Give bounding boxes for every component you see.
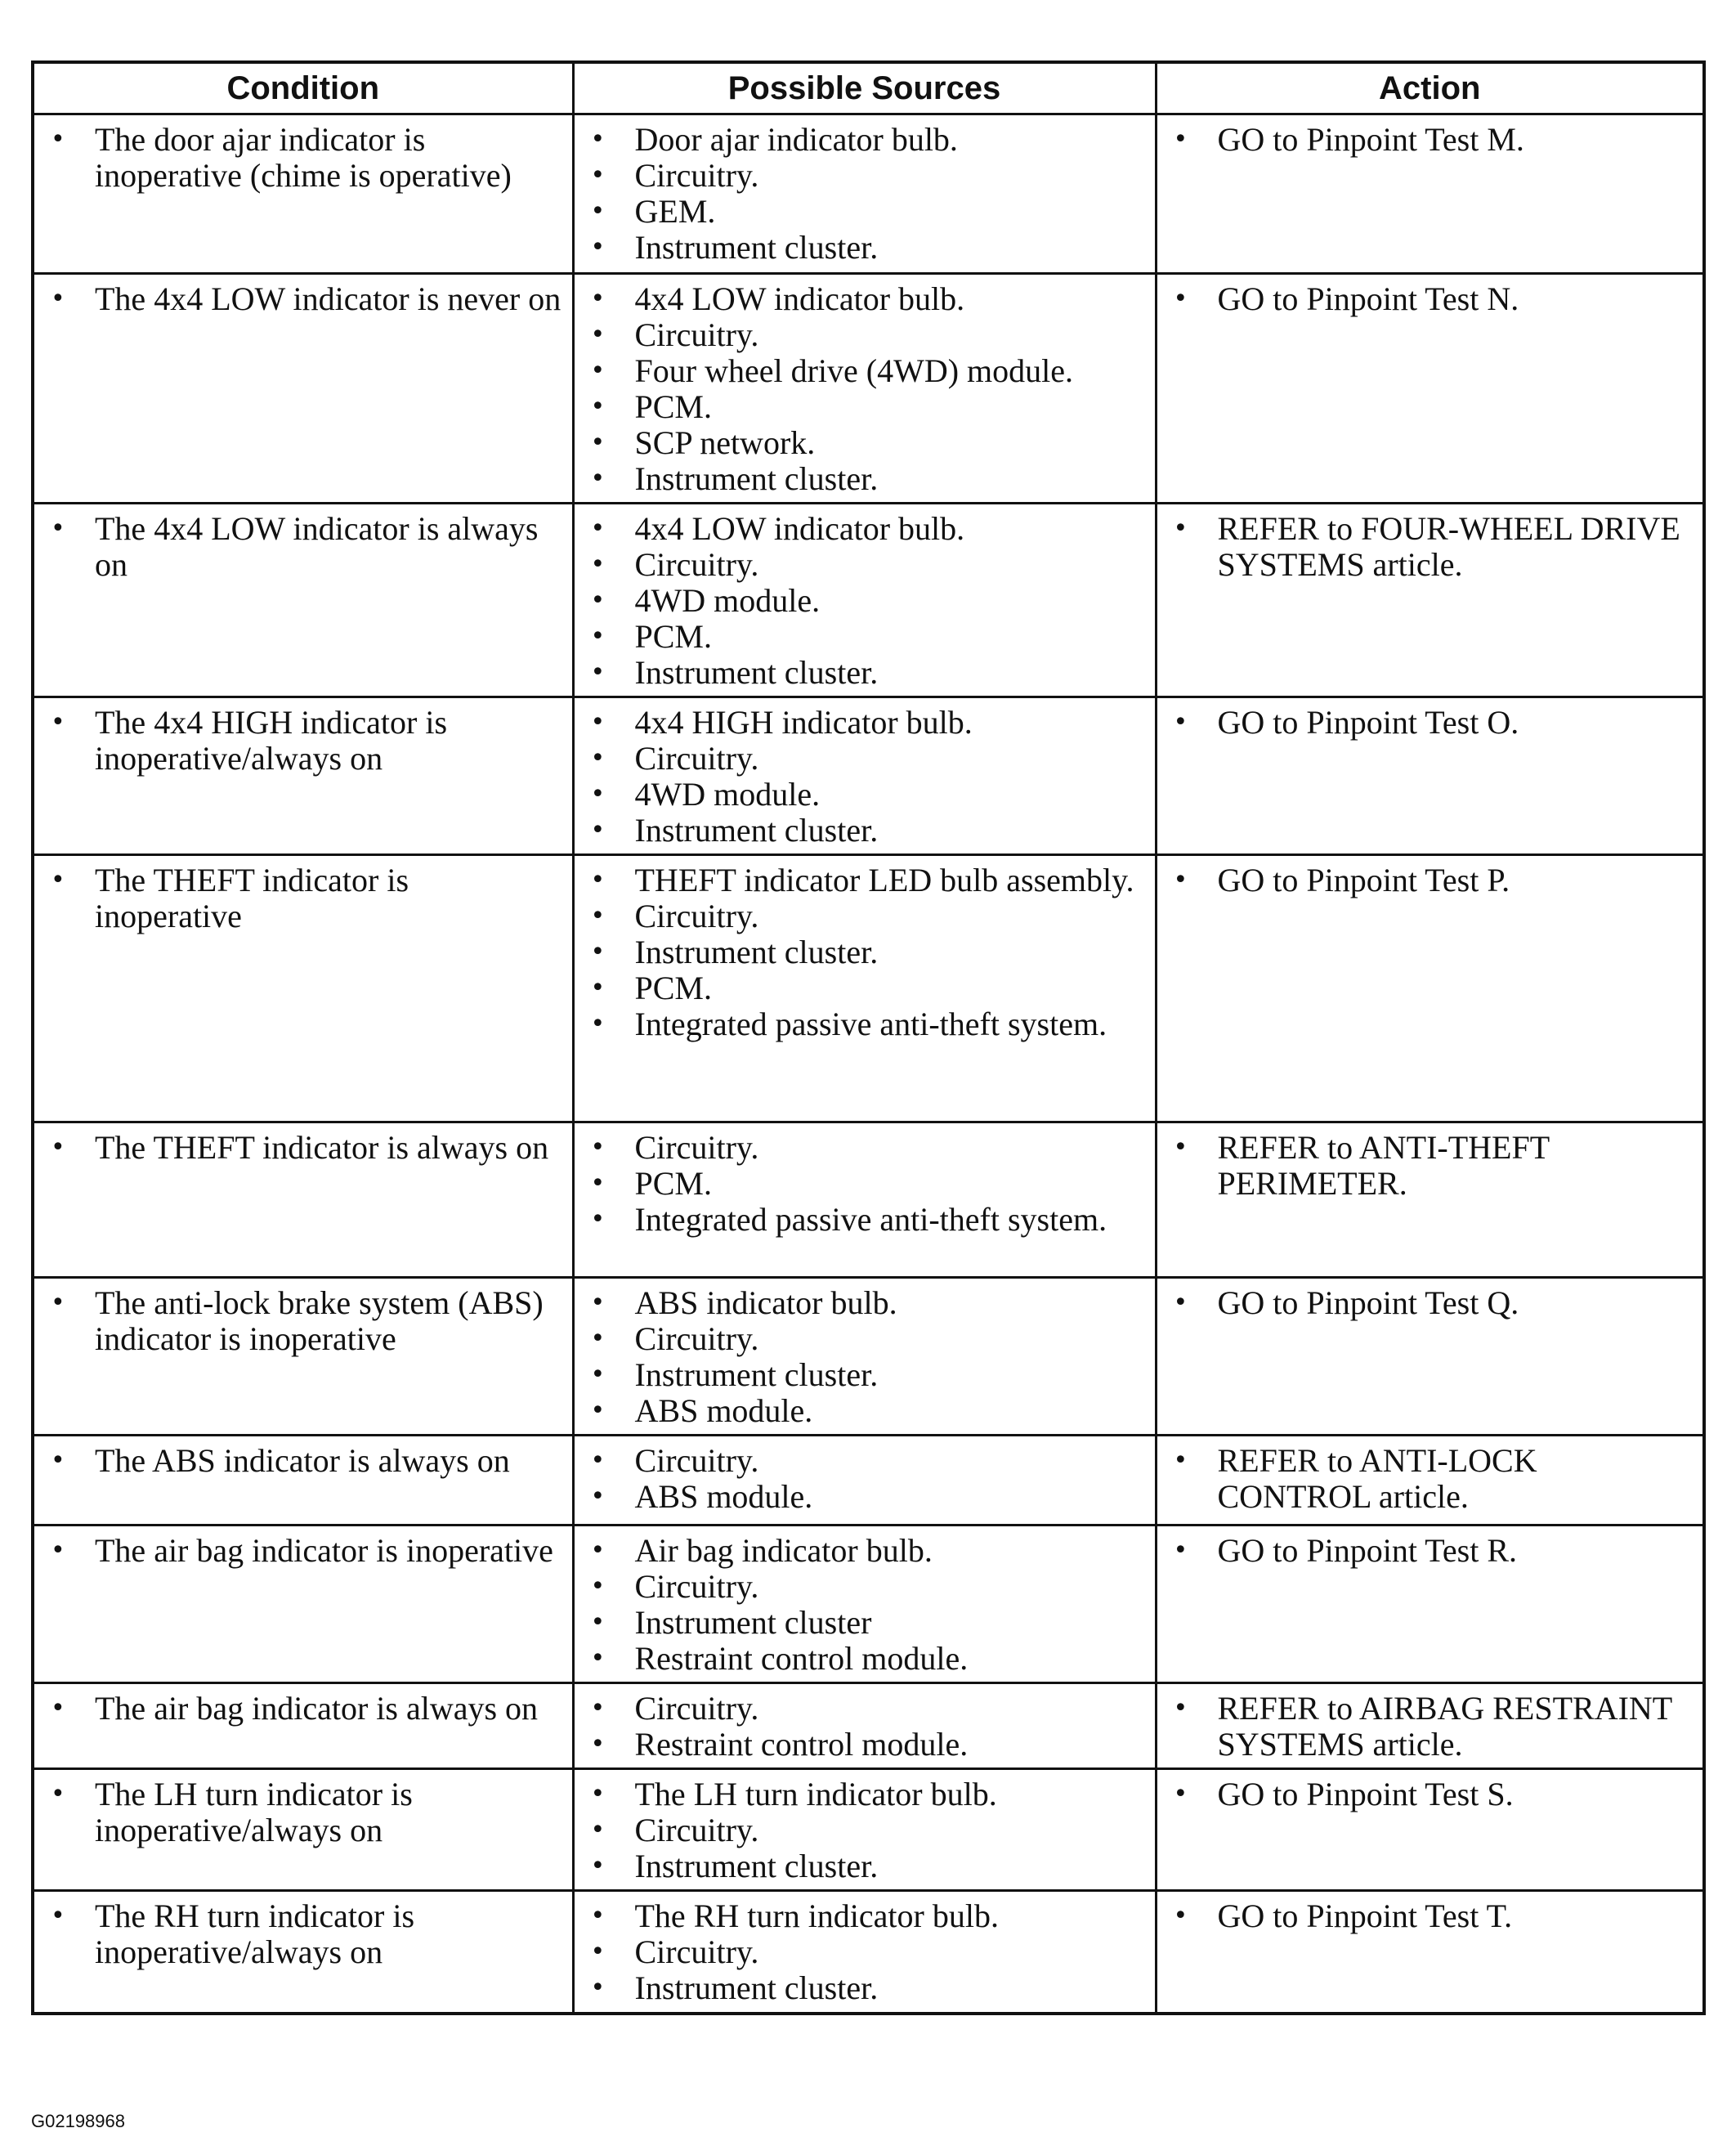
source-item: • PCM. <box>583 970 1147 1006</box>
source-item: • Instrument cluster. <box>583 934 1147 970</box>
source-item: • Instrument cluster. <box>583 1357 1147 1393</box>
action-text: • REFER to AIRBAG RESTRAINT SYSTEMS article. <box>1166 1691 1695 1763</box>
table-row <box>33 1683 1704 1769</box>
action-cell <box>1156 855 1704 1122</box>
source-item: • 4WD module. <box>583 777 1147 813</box>
action-cell <box>1156 1769 1704 1891</box>
action-cell <box>1156 1683 1704 1769</box>
table-row <box>33 114 1704 274</box>
action-cell <box>1156 1526 1704 1683</box>
source-item: • Integrated passive anti-theft system. <box>583 1006 1147 1042</box>
action-cell <box>1156 1891 1704 2014</box>
condition-text: • The LH turn indicator is inoperative/always on <box>43 1776 564 1848</box>
source-item: • Circuitry. <box>583 158 1147 194</box>
action-cell <box>1156 504 1704 697</box>
condition-text: • The 4x4 LOW indicator is always on <box>43 511 564 583</box>
possible-sources-cell <box>573 114 1156 274</box>
action-text: • REFER to FOUR-WHEEL DRIVE SYSTEMS article. <box>1166 511 1695 583</box>
source-item: • Circuitry. <box>583 317 1147 353</box>
source-item: • 4x4 LOW indicator bulb. <box>583 281 1147 317</box>
source-item: • PCM. <box>583 1166 1147 1202</box>
possible-sources-cell <box>573 1122 1156 1278</box>
source-item: • Instrument cluster. <box>583 1848 1147 1884</box>
table-row <box>33 1278 1704 1436</box>
source-item: • ABS indicator bulb. <box>583 1285 1147 1321</box>
possible-sources-cell <box>573 697 1156 855</box>
source-item: • Restraint control module. <box>583 1641 1147 1677</box>
table-row <box>33 697 1704 855</box>
header-action: Action <box>1156 62 1704 114</box>
source-item: • Restraint control module. <box>583 1727 1147 1763</box>
condition-text: • The 4x4 LOW indicator is never on <box>43 281 564 317</box>
condition-cell <box>33 1436 573 1526</box>
possible-sources-cell <box>573 1278 1156 1436</box>
source-item: • 4x4 HIGH indicator bulb. <box>583 705 1147 741</box>
action-cell <box>1156 1278 1704 1436</box>
action-cell <box>1156 274 1704 504</box>
action-text: • GO to Pinpoint Test R. <box>1166 1533 1695 1569</box>
action-text: • GO to Pinpoint Test T. <box>1166 1898 1695 1934</box>
condition-cell <box>33 697 573 855</box>
action-cell <box>1156 1436 1704 1526</box>
condition-cell <box>33 274 573 504</box>
source-item: • Instrument cluster. <box>583 230 1147 266</box>
condition-cell <box>33 1278 573 1436</box>
condition-text: • The anti-lock brake system (ABS) indicator is inoperative <box>43 1285 564 1357</box>
table-row <box>33 855 1704 1122</box>
table-row <box>33 274 1704 504</box>
condition-cell <box>33 114 573 274</box>
source-item: • 4WD module. <box>583 583 1147 619</box>
source-item: • Circuitry. <box>583 1691 1147 1727</box>
condition-text: • The air bag indicator is inoperative <box>43 1533 564 1569</box>
source-item: • Instrument cluster <box>583 1605 1147 1641</box>
action-text: • GO to Pinpoint Test Q. <box>1166 1285 1695 1321</box>
possible-sources-cell <box>573 274 1156 504</box>
header-possible-sources: Possible Sources <box>573 62 1156 114</box>
figure-id: G02198968 <box>31 2111 125 2131</box>
source-item: • Circuitry. <box>583 1934 1147 1970</box>
source-item: • Four wheel drive (4WD) module. <box>583 353 1147 389</box>
action-text: • GO to Pinpoint Test O. <box>1166 705 1695 741</box>
action-text: • GO to Pinpoint Test N. <box>1166 281 1695 317</box>
source-item: • Instrument cluster. <box>583 655 1147 691</box>
possible-sources-cell <box>573 504 1156 697</box>
possible-sources-cell <box>573 1436 1156 1526</box>
table-row <box>33 504 1704 697</box>
symptom-chart-table <box>31 60 1706 2015</box>
source-item: • 4x4 LOW indicator bulb. <box>583 511 1147 547</box>
condition-text: • The air bag indicator is always on <box>43 1691 564 1727</box>
source-item: • PCM. <box>583 389 1147 425</box>
action-cell <box>1156 114 1704 274</box>
table-row <box>33 1526 1704 1683</box>
table-row <box>33 1122 1704 1278</box>
table-row <box>33 1769 1704 1891</box>
source-item: • ABS module. <box>583 1479 1147 1515</box>
table-row <box>33 1891 1704 2014</box>
condition-cell <box>33 1526 573 1683</box>
action-text: • GO to Pinpoint Test P. <box>1166 862 1695 898</box>
possible-sources-cell <box>573 1526 1156 1683</box>
condition-text: • The door ajar indicator is inoperative (chime is operative) <box>43 122 564 194</box>
source-item: • Circuitry. <box>583 1812 1147 1848</box>
source-item: • Circuitry. <box>583 1443 1147 1479</box>
source-item: • Circuitry. <box>583 1321 1147 1357</box>
source-item: • Door ajar indicator bulb. <box>583 122 1147 158</box>
condition-cell <box>33 1122 573 1278</box>
source-item: • Integrated passive anti-theft system. <box>583 1202 1147 1238</box>
condition-cell <box>33 855 573 1122</box>
header-row <box>33 62 1704 114</box>
source-item: • SCP network. <box>583 425 1147 461</box>
source-item: • Instrument cluster. <box>583 813 1147 849</box>
source-item: • The LH turn indicator bulb. <box>583 1776 1147 1812</box>
condition-cell <box>33 1683 573 1769</box>
action-text: • REFER to ANTI-THEFT PERIMETER. <box>1166 1130 1695 1202</box>
source-item: • GEM. <box>583 194 1147 230</box>
header-condition: Condition <box>33 62 573 114</box>
possible-sources-cell <box>573 1891 1156 2014</box>
source-item: • Circuitry. <box>583 1569 1147 1605</box>
action-text: • GO to Pinpoint Test M. <box>1166 122 1695 158</box>
possible-sources-cell <box>573 855 1156 1122</box>
source-item: • Circuitry. <box>583 1130 1147 1166</box>
action-text: • GO to Pinpoint Test S. <box>1166 1776 1695 1812</box>
source-item: • Instrument cluster. <box>583 461 1147 497</box>
condition-text: • The ABS indicator is always on <box>43 1443 564 1479</box>
possible-sources-cell <box>573 1769 1156 1891</box>
source-item: • Circuitry. <box>583 898 1147 934</box>
condition-text: • The THEFT indicator is always on <box>43 1130 564 1166</box>
source-item: • Air bag indicator bulb. <box>583 1533 1147 1569</box>
possible-sources-cell <box>573 1683 1156 1769</box>
condition-cell <box>33 504 573 697</box>
source-item: • ABS module. <box>583 1393 1147 1429</box>
source-item: • Instrument cluster. <box>583 1970 1147 2006</box>
table-row <box>33 1436 1704 1526</box>
source-item: • Circuitry. <box>583 741 1147 777</box>
condition-cell <box>33 1769 573 1891</box>
source-item: • Circuitry. <box>583 547 1147 583</box>
action-text: • REFER to ANTI-LOCK CONTROL article. <box>1166 1443 1695 1515</box>
source-item: • The RH turn indicator bulb. <box>583 1898 1147 1934</box>
action-cell <box>1156 1122 1704 1278</box>
table-body <box>33 114 1704 2014</box>
source-item: • PCM. <box>583 619 1147 655</box>
condition-text: • The THEFT indicator is inoperative <box>43 862 564 934</box>
source-item: • THEFT indicator LED bulb assembly. <box>583 862 1147 898</box>
action-cell <box>1156 697 1704 855</box>
condition-text: • The 4x4 HIGH indicator is inoperative/always on <box>43 705 564 777</box>
condition-text: • The RH turn indicator is inoperative/always on <box>43 1898 564 1970</box>
condition-cell <box>33 1891 573 2014</box>
